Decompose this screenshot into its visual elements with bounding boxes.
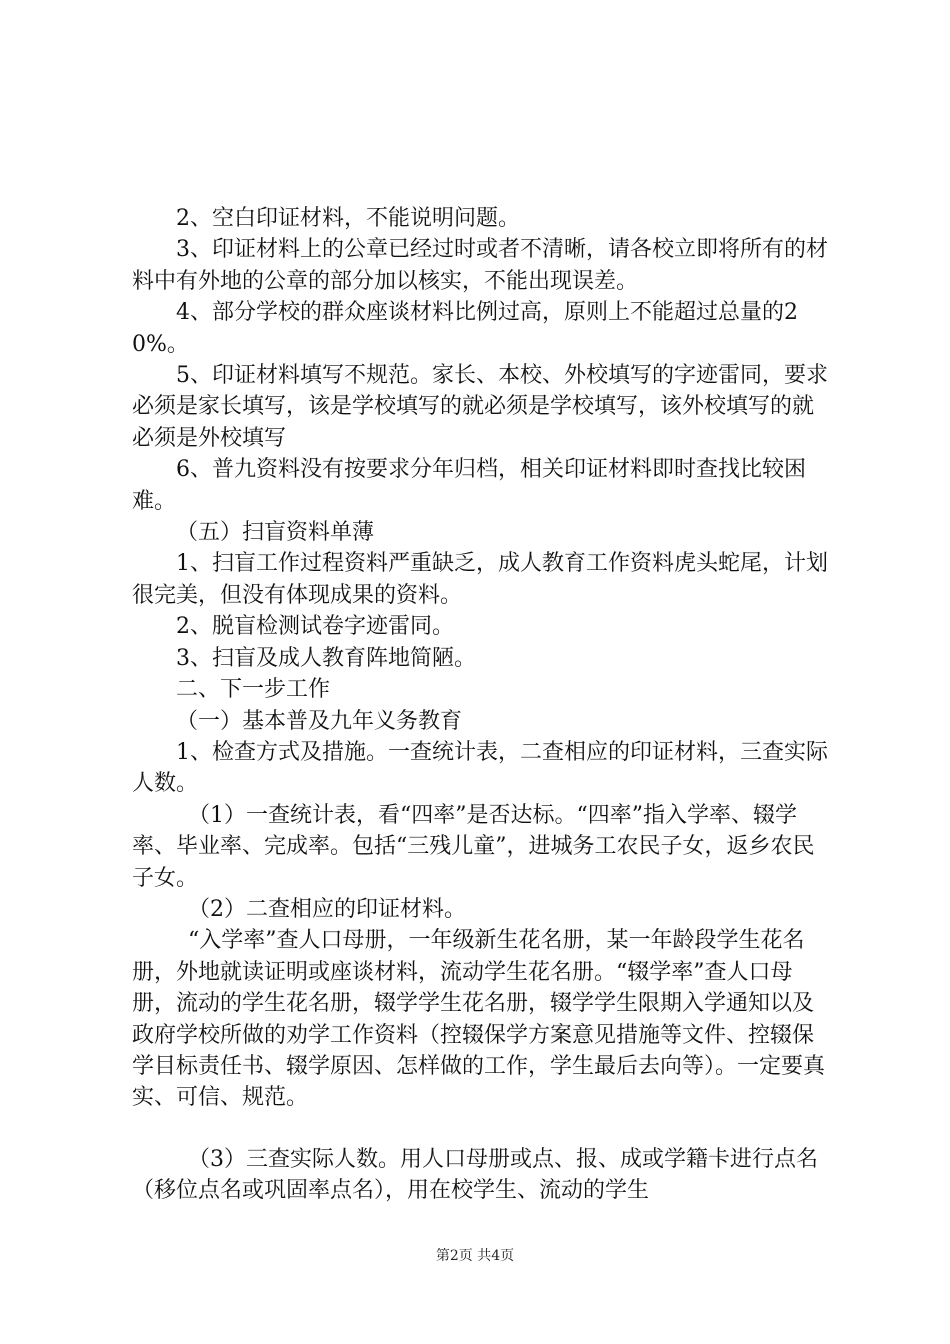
paragraph: 3、印证材料上的公章已经过时或者不清晰，请各校立即将所有的材料中有外地的公章的部分加以核实，不能出现误差。 <box>132 237 828 294</box>
page-footer: 第2页 共4页 <box>435 1248 515 1264</box>
section-heading: 二、下一步工作 <box>176 677 331 703</box>
paragraph: （2）二查相应的印证材料。 <box>188 896 466 922</box>
paragraph: 2、空白印证材料，不能说明问题。 <box>176 206 520 231</box>
paragraph-gap <box>132 1114 832 1144</box>
paragraph: 6、普九资料没有按要求分年归档，相关印证材料即时查找比较困难。 <box>132 457 806 514</box>
document-body <box>132 203 832 1207</box>
section-heading: （一）基本普及九年义务教育 <box>176 708 463 734</box>
paragraph: （1）一查统计表，看“四率”是否达标。“四率”指入学率、辍学率、毕业率、完成率。包括“三残儿童”，进城务工农民子女，返乡农民子女。 <box>132 802 815 891</box>
section-heading: （五）扫盲资料单薄 <box>176 520 375 546</box>
paragraph: “入学率”查人口母册，一年级新生花名册，某一年龄段学生花名册，外地就读证明或座谈材料，流动学生花名册。“辍学率”查人口母册，流动的学生花名册，辍学学生花名册，辍学学生限期入学通知以及政府学校所做的劝学工作资料（控辍保学方案意见措施等文件、控辍保学目标责任书、辍学原因、怎样做的工作，学生最后去向等）。一定要真实、可信、规范。 <box>132 928 826 1111</box>
paragraph: 4、部分学校的群众座谈材料比例过高，原则上不能超过总量的20%。 <box>132 300 798 357</box>
paragraph: 5、印证材料填写不规范。家长、本校、外校填写的字迹雷同，要求必须是家长填写，该是学校填写的就必须是学校填写，该外校填写的就必须是外校填写 <box>132 363 828 451</box>
paragraph: 3、扫盲及成人教育阵地简陋。 <box>176 645 476 671</box>
paragraph: 1、扫盲工作过程资料严重缺乏，成人教育工作资料虎头蛇尾，计划很完美，但没有体现成果的资料。 <box>132 551 828 608</box>
paragraph: 2、脱盲检测试卷字迹雷同。 <box>176 614 454 640</box>
paragraph: 1、检查方式及措施。一查统计表，二查相应的印证材料，三查实际人数。 <box>132 739 828 797</box>
paragraph: （3）三查实际人数。用人口母册或点、报、成或学籍卡进行点名（移位点名或巩固率点名），用在校学生、流动的学生 <box>132 1146 818 1204</box>
